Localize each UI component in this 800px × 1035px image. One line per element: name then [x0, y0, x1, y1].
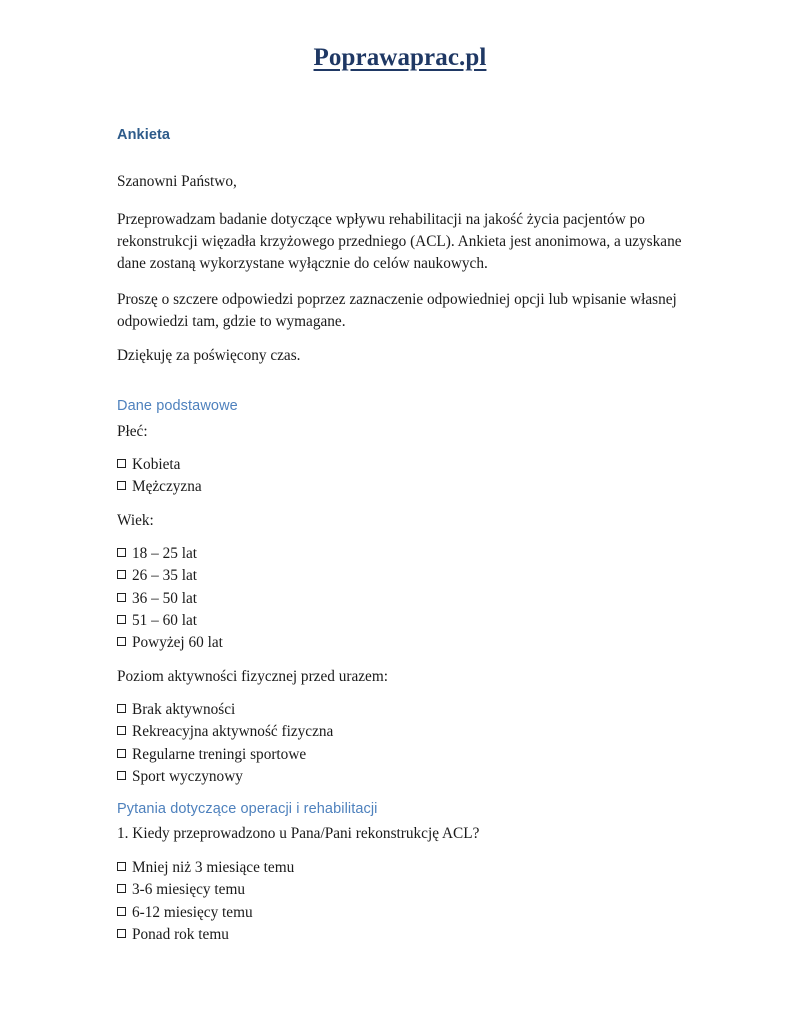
checkbox-icon[interactable]: [117, 481, 126, 490]
thanks-paragraph: Dziękuję za poświęcony czas.: [117, 347, 301, 364]
checkbox-option-label: 51 – 60 lat: [132, 611, 198, 629]
age-question-label: Wiek:: [117, 512, 154, 529]
checkbox-icon[interactable]: [117, 704, 126, 713]
checkbox-icon[interactable]: [117, 771, 126, 780]
checkbox-option-label: 6-12 miesięcy temu: [132, 903, 253, 921]
checkbox-option-label: Brak aktywności: [132, 701, 236, 718]
checkbox-icon[interactable]: [117, 570, 126, 579]
checkbox-option-row[interactable]: [117, 902, 687, 924]
section-heading-surgery-rehab: Pytania dotyczące operacji i rehabilitacji: [117, 801, 378, 817]
checkbox-option-row[interactable]: [117, 454, 687, 476]
checkbox-option-row[interactable]: [117, 721, 687, 743]
checkbox-option-label: 3-6 miesięcy temu: [132, 881, 245, 899]
checkbox-option-label: 36 – 50 lat: [132, 589, 198, 607]
intro-paragraph: Przeprowadzam badanie dotyczące wpływu rehabilitacji na jakość życia pacjentów po rekonstrukcji więzadła krzyżowego przedniego (ACL). Ankieta jest anonimowa, a uzyskane dane zostaną wykorzystane wyłącznie do celów naukowych.: [117, 211, 682, 272]
checkbox-option-label: Mniej niż 3 miesiące temu: [132, 859, 295, 876]
checkbox-option-label: Rekreacyjna aktywność fizyczna: [132, 723, 334, 741]
activity-options-list: [117, 699, 687, 788]
checkbox-option-row[interactable]: [117, 543, 687, 565]
checkbox-icon[interactable]: [117, 459, 126, 468]
checkbox-option-row[interactable]: [117, 588, 687, 610]
checkbox-icon[interactable]: [117, 749, 126, 758]
checkbox-option-label: Mężczyzna: [132, 478, 202, 496]
question-1-options-list: [117, 857, 687, 946]
checkbox-option-row[interactable]: [117, 924, 687, 946]
checkbox-option-row[interactable]: [117, 610, 687, 632]
section-heading-basic-data: Dane podstawowe: [117, 398, 238, 414]
checkbox-option-label: 26 – 35 lat: [132, 567, 198, 585]
checkbox-icon[interactable]: [117, 929, 126, 938]
survey-heading: Ankieta: [117, 127, 171, 143]
checkbox-icon[interactable]: [117, 615, 126, 624]
checkbox-icon[interactable]: [117, 548, 126, 557]
salutation-paragraph: Szanowni Państwo,: [117, 173, 237, 190]
checkbox-option-row[interactable]: [117, 565, 687, 587]
question-1-text: 1. Kiedy przeprowadzono u Pana/Pani rekonstrukcję ACL?: [117, 825, 480, 842]
checkbox-icon[interactable]: [117, 884, 126, 893]
checkbox-option-row[interactable]: [117, 476, 687, 498]
checkbox-option-row[interactable]: [117, 632, 687, 654]
gender-question-label: Płeć:: [117, 423, 148, 440]
checkbox-option-row[interactable]: [117, 879, 687, 901]
checkbox-option-label: Ponad rok temu: [132, 925, 229, 943]
checkbox-option-row[interactable]: [117, 744, 687, 766]
checkbox-icon[interactable]: [117, 907, 126, 916]
checkbox-option-row[interactable]: [117, 766, 687, 788]
checkbox-option-label: 18 – 25 lat: [132, 545, 198, 562]
site-title: [0, 44, 800, 72]
checkbox-icon[interactable]: [117, 862, 126, 871]
age-options-list: [117, 543, 687, 654]
gender-options-list: [117, 454, 687, 499]
checkbox-option-label: Sport wyczynowy: [132, 767, 243, 785]
checkbox-option-row[interactable]: [117, 699, 687, 721]
checkbox-option-label: Kobieta: [132, 456, 181, 473]
site-title-text: Poprawaprac.pl: [313, 44, 487, 71]
checkbox-icon[interactable]: [117, 593, 126, 602]
checkbox-option-label: Regularne treningi sportowe: [132, 745, 307, 763]
checkbox-option-label: Powyżej 60 lat: [132, 634, 223, 652]
checkbox-icon[interactable]: [117, 726, 126, 735]
checkbox-option-row[interactable]: [117, 857, 687, 879]
checkbox-icon[interactable]: [117, 637, 126, 646]
instruction-paragraph: Proszę o szczere odpowiedzi poprzez zaznaczenie odpowiedniej opcji lub wpisanie własnej odpowiedzi tam, gdzie to wymagane.: [117, 291, 677, 330]
activity-question-label: Poziom aktywności fizycznej przed urazem:: [117, 668, 388, 685]
